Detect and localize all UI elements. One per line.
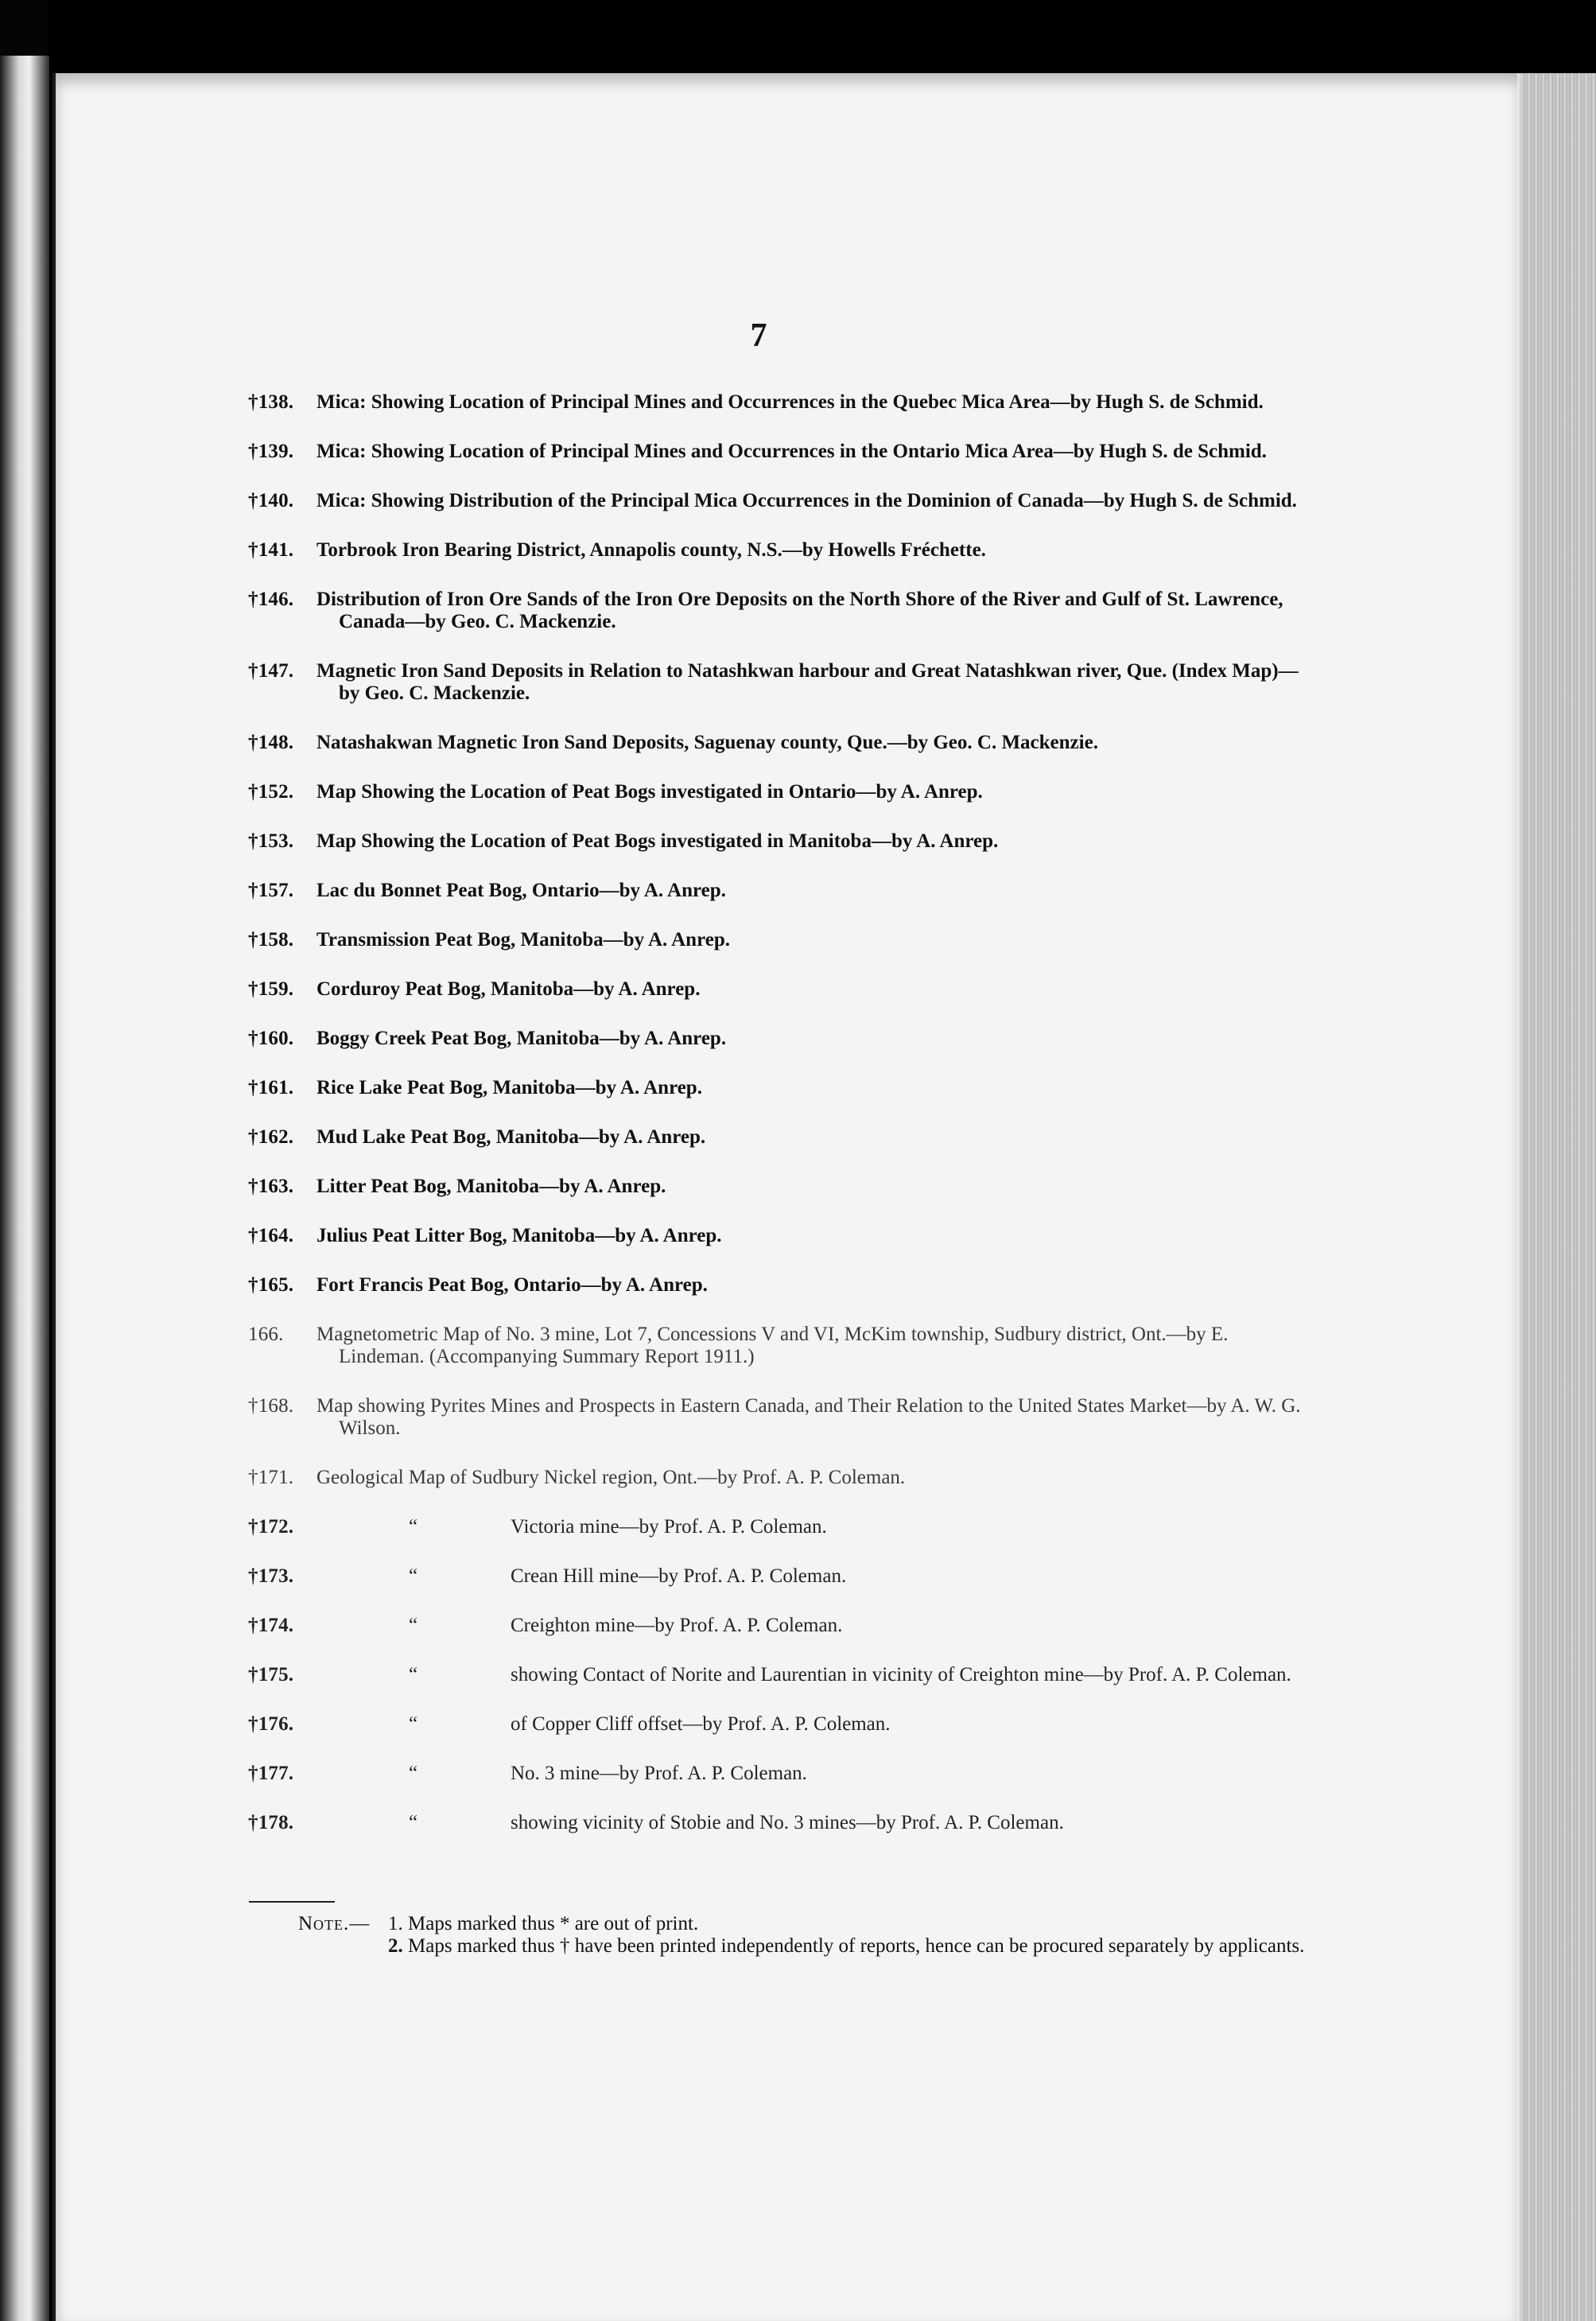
entry-text: Magnetometric Map of No. 3 mine, Lot 7, Concessions V and VI, McKim township, Sudbury district, Ont.—by E. Lindeman. (Accompanying Summary Report 1911.): [316, 1324, 1229, 1367]
note-line-2-number: 2.: [388, 1935, 403, 1957]
list-item: [248, 1126, 1314, 1149]
entry-number: †148.: [248, 732, 294, 753]
entry-number: †168.: [248, 1395, 294, 1417]
entry-text: Torbrook Iron Bearing District, Annapolis county, N.S.—by Howells Fréchette.: [316, 539, 986, 561]
list-item: [248, 1324, 1314, 1368]
list-item: [248, 589, 1314, 633]
list-item: [248, 781, 1314, 803]
ditto-mark: “: [409, 1763, 418, 1784]
entry-text: Mud Lake Peat Bog, Manitoba—by A. Anrep.: [316, 1126, 706, 1148]
ditto-mark: “: [409, 1812, 418, 1833]
entry-text: of Copper Cliff offset—by Prof. A. P. Coleman.: [511, 1713, 891, 1735]
page-number: 7: [750, 317, 767, 354]
entry-text: Corduroy Peat Bog, Manitoba—by A. Anrep.: [316, 978, 701, 1000]
entry-number: †138.: [248, 391, 294, 413]
list-item: [248, 1395, 1314, 1440]
entry-text: Litter Peat Bog, Manitoba—by A. Anrep.: [316, 1176, 666, 1197]
ditto-mark: “: [409, 1565, 418, 1587]
page-stack-edge: [1517, 73, 1596, 2321]
entry-number: †171.: [248, 1467, 294, 1488]
entry-number: †141.: [248, 539, 294, 561]
list-item: [248, 1516, 1314, 1538]
list-item: [248, 732, 1314, 754]
entry-number: †172.: [248, 1516, 294, 1538]
list-item: [248, 1664, 1314, 1686]
entry-number: †161.: [248, 1077, 294, 1098]
entry-text: Transmission Peat Bog, Manitoba—by A. Anrep.: [316, 929, 730, 951]
entry-text: Fort Francis Peat Bog, Ontario—by A. Anrep.: [316, 1274, 708, 1296]
entry-text: Creighton mine—by Prof. A. P. Coleman.: [511, 1615, 843, 1636]
entry-number: †159.: [248, 978, 294, 1000]
note-line-2: [388, 1935, 1312, 1957]
map-list: [248, 391, 1314, 1861]
ditto-mark: “: [409, 1615, 418, 1636]
entry-text: Map Showing the Location of Peat Bogs investigated in Manitoba—by A. Anrep.: [316, 830, 999, 852]
entry-number: †163.: [248, 1176, 294, 1197]
entry-text: Crean Hill mine—by Prof. A. P. Coleman.: [511, 1565, 847, 1587]
entry-text: Magnetic Iron Sand Deposits in Relation to Natashkwan harbour and Great Natashkwan river, Que. (Index Map)—by Geo. C. Mackenzie.: [316, 660, 1299, 704]
entry-number: †174.: [248, 1615, 294, 1636]
entry-text: Lac du Bonnet Peat Bog, Ontario—by A. Anrep.: [316, 880, 726, 901]
entry-number: †160.: [248, 1028, 294, 1049]
entry-text: Mica: Showing Location of Principal Mines and Occurrences in the Ontario Mica Area—by Hugh S. de Schmid.: [316, 441, 1267, 462]
entry-text: No. 3 mine—by Prof. A. P. Coleman.: [511, 1763, 807, 1784]
list-item: [248, 1274, 1314, 1297]
entry-text: Map showing Pyrites Mines and Prospects in Eastern Canada, and Their Relation to the United States Market—by A. W. G. Wilson.: [316, 1395, 1301, 1439]
list-item: [248, 880, 1314, 902]
entry-number: †146.: [248, 589, 294, 610]
list-item: [248, 1812, 1314, 1834]
entry-number: †153.: [248, 830, 294, 852]
entry-number: †140.: [248, 490, 294, 511]
entry-number: †176.: [248, 1713, 294, 1735]
entry-number: †164.: [248, 1225, 294, 1246]
note-line-1: 1. Maps marked thus * are out of print.: [388, 1913, 699, 1934]
entry-text: Distribution of Iron Ore Sands of the Iron Ore Deposits on the North Shore of the River and Gulf of St. Lawrence, Canada—by Geo. C. Mackenzie.: [316, 589, 1283, 632]
list-item: [248, 929, 1314, 951]
ditto-mark: “: [409, 1713, 418, 1735]
list-item: [248, 1713, 1314, 1736]
entry-text: Geological Map of Sudbury Nickel region, Ont.—by Prof. A. P. Coleman.: [316, 1467, 906, 1488]
list-item: [248, 1028, 1314, 1050]
entry-number: †177.: [248, 1763, 294, 1784]
list-item: [248, 660, 1314, 705]
entry-number: †173.: [248, 1565, 294, 1587]
entry-number: †158.: [248, 929, 294, 951]
list-item: [248, 441, 1314, 463]
entry-text: Mica: Showing Location of Principal Mines and Occurrences in the Quebec Mica Area—by Hugh S. de Schmid.: [316, 391, 1264, 413]
entry-text: showing vicinity of Stobie and No. 3 mines—by Prof. A. P. Coleman.: [511, 1812, 1064, 1833]
list-item: [248, 1176, 1314, 1198]
entry-number: †178.: [248, 1812, 294, 1833]
list-item: [248, 830, 1314, 853]
list-item: [248, 1763, 1314, 1785]
entry-number: †157.: [248, 880, 294, 901]
entry-number: †175.: [248, 1664, 294, 1685]
list-item: [248, 1565, 1314, 1588]
facing-page-edge: [0, 56, 49, 2321]
entry-text: Julius Peat Litter Bog, Manitoba—by A. Anrep.: [316, 1225, 722, 1246]
entry-number: †152.: [248, 781, 294, 803]
note-line-2-text: Maps marked thus † have been printed independently of reports, hence can be procured separately by applicants.: [408, 1935, 1305, 1957]
footnote: [298, 1913, 1312, 1957]
list-item: [248, 490, 1314, 512]
ditto-mark: “: [409, 1664, 418, 1685]
list-item: [248, 391, 1314, 414]
entry-text: Map Showing the Location of Peat Bogs investigated in Ontario—by A. Anrep.: [316, 781, 983, 803]
entry-text: Natashakwan Magnetic Iron Sand Deposits, Saguenay county, Que.—by Geo. C. Mackenzie.: [316, 732, 1098, 753]
entry-number: †165.: [248, 1274, 294, 1296]
list-item: [248, 1467, 1314, 1489]
note-label: Note.—: [298, 1913, 371, 1934]
list-item: [248, 1615, 1314, 1637]
entry-number: †139.: [248, 441, 294, 462]
list-item: [248, 978, 1314, 1001]
entry-number: 166.: [248, 1324, 284, 1345]
note-divider: [249, 1901, 335, 1903]
entry-number: †147.: [248, 660, 294, 682]
ditto-mark: “: [409, 1516, 418, 1538]
list-item: [248, 1077, 1314, 1099]
entry-text: Mica: Showing Distribution of the Principal Mica Occurrences in the Dominion of Canada—by Hugh S. de Schmid.: [316, 490, 1297, 511]
list-item: [248, 1225, 1314, 1247]
entry-text: Rice Lake Peat Bog, Manitoba—by A. Anrep.: [316, 1077, 702, 1098]
entry-text: Victoria mine—by Prof. A. P. Coleman.: [511, 1516, 827, 1538]
entry-number: †162.: [248, 1126, 294, 1148]
entry-text: Boggy Creek Peat Bog, Manitoba—by A. Anrep.: [316, 1028, 727, 1049]
entry-text: showing Contact of Norite and Laurentian in vicinity of Creighton mine—by Prof. A. P. Coleman.: [511, 1664, 1291, 1685]
list-item: [248, 539, 1314, 562]
